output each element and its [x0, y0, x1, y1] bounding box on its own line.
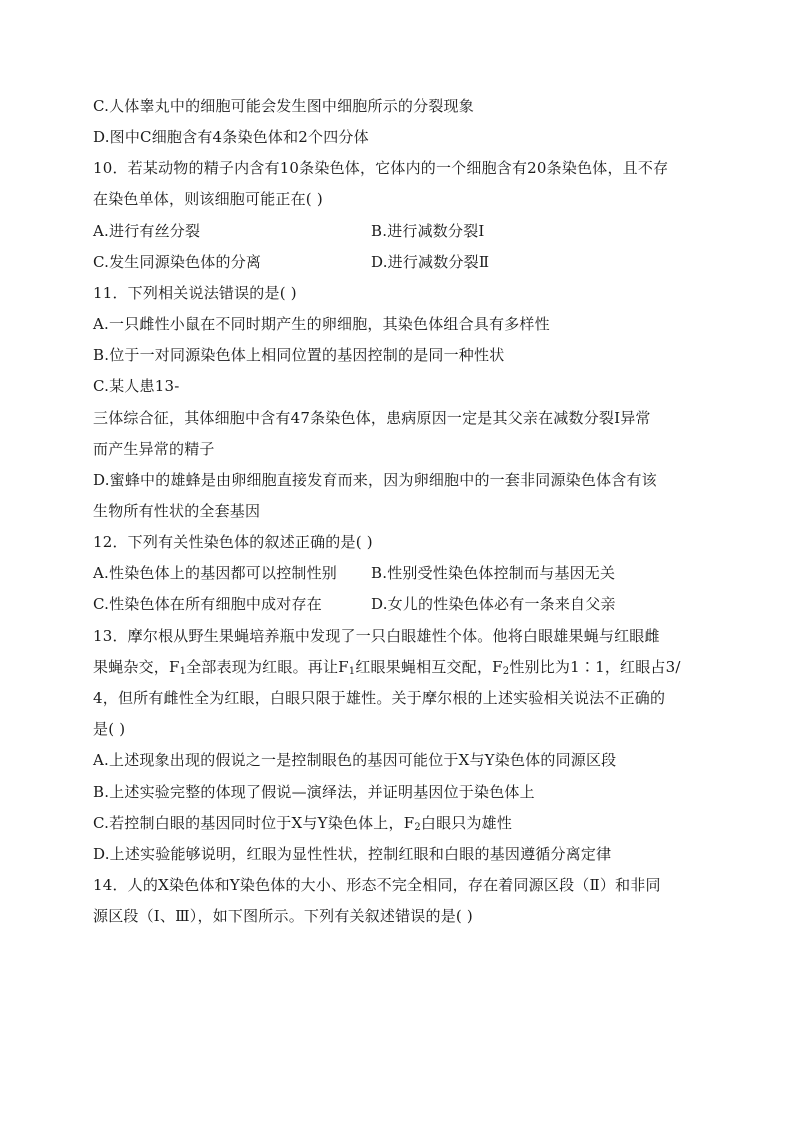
- q10-option-d: D.进行减数分裂Ⅱ: [371, 253, 490, 271]
- q10-stem-line1: 10．若某动物的精子内含有10条染色体，它体内的一个细胞含有20条染色体，且不存: [93, 159, 669, 177]
- q12-option-b: B.性别受性染色体控制而与基因无关: [371, 564, 616, 582]
- option-c-q9: C.人体睾丸中的细胞可能会发生图中细胞所示的分裂现象: [93, 97, 474, 115]
- q13-stem-line1: 13．摩尔根从野生果蝇培养瓶中发现了一只白眼雄性个体。他将白眼雄果蝇与红眼雌: [93, 627, 660, 645]
- q13-option-c: C.若控制白眼的基因同时位于X与Y染色体上，$F_2$白眼只为雄性: [93, 814, 513, 833]
- q14-stem-line1: 14．人的X染色体和Y染色体的大小、形态不完全相同，存在着同源区段（Ⅱ）和非同: [93, 876, 661, 894]
- q12-option-d: D.女儿的性染色体必有一条来自父亲: [371, 595, 616, 613]
- q11-stem: 11．下列相关说法错误的是( ): [93, 284, 297, 302]
- q11-option-b: B.位于一对同源染色体上相同位置的基因控制的是同一种性状: [93, 346, 505, 364]
- q11-option-a: A.一只雌性小鼠在不同时期产生的卵细胞，其染色体组合具有多样性: [93, 315, 550, 333]
- q10-stem-line2: 在染色单体，则该细胞可能正在( ): [93, 190, 323, 208]
- q13-option-d: D.上述实验能够说明，红眼为显性性状，控制红眼和白眼的基因遵循分离定律: [93, 845, 612, 863]
- q11-option-d-line1: D.蜜蜂中的雄蜂是由卵细胞直接发育而来，因为卵细胞中的一套非同源染色体含有该: [93, 471, 657, 489]
- q13-stem-line3: 4，但所有雌性全为红眼，白眼只限于雄性。关于摩尔根的上述实验相关说法不正确的: [93, 689, 666, 707]
- q11-option-c-line1: C.某人患13-: [93, 377, 180, 395]
- option-d-q9: D.图中C细胞含有4条染色体和2个四分体: [93, 128, 369, 146]
- q10-option-c: C.发生同源染色体的分离: [93, 253, 262, 271]
- q13-stem-line4: 是( ): [93, 720, 126, 738]
- q14-stem-line2: 源区段（Ⅰ、Ⅲ），如下图所示。下列有关叙述错误的是( ): [93, 907, 473, 925]
- q12-option-c: C.性染色体在所有细胞中成对存在: [93, 595, 322, 613]
- q12-option-a: A.性染色体上的基因都可以控制性别: [93, 564, 338, 582]
- q11-option-c-line3: 而产生异常的精子: [93, 440, 215, 458]
- q11-option-d-line2: 生物所有性状的全套基因: [93, 502, 261, 520]
- q13-option-a: A.上述现象出现的假说之一是控制眼色的基因可能位于X与Y染色体的同源区段: [93, 751, 617, 769]
- q12-stem: 12．下列有关性染色体的叙述正确的是( ): [93, 533, 373, 551]
- q10-option-b: B.进行减数分裂Ⅰ: [371, 222, 485, 240]
- q11-option-c-line2: 三体综合征，其体细胞中含有47条染色体，患病原因一定是其父亲在减数分裂Ⅰ异常: [93, 409, 651, 427]
- q10-option-a: A.进行有丝分裂: [93, 222, 201, 240]
- q13-option-b: B.上述实验完整的体现了假说—演绎法，并证明基因位于染色体上: [93, 783, 535, 801]
- q13-stem-line2: 果蝇杂交，$F_1$全部表现为红眼。再让$F_1$红眼果蝇相互交配，$F_2$性别比为1∶1，红眼占3/: [93, 658, 681, 677]
